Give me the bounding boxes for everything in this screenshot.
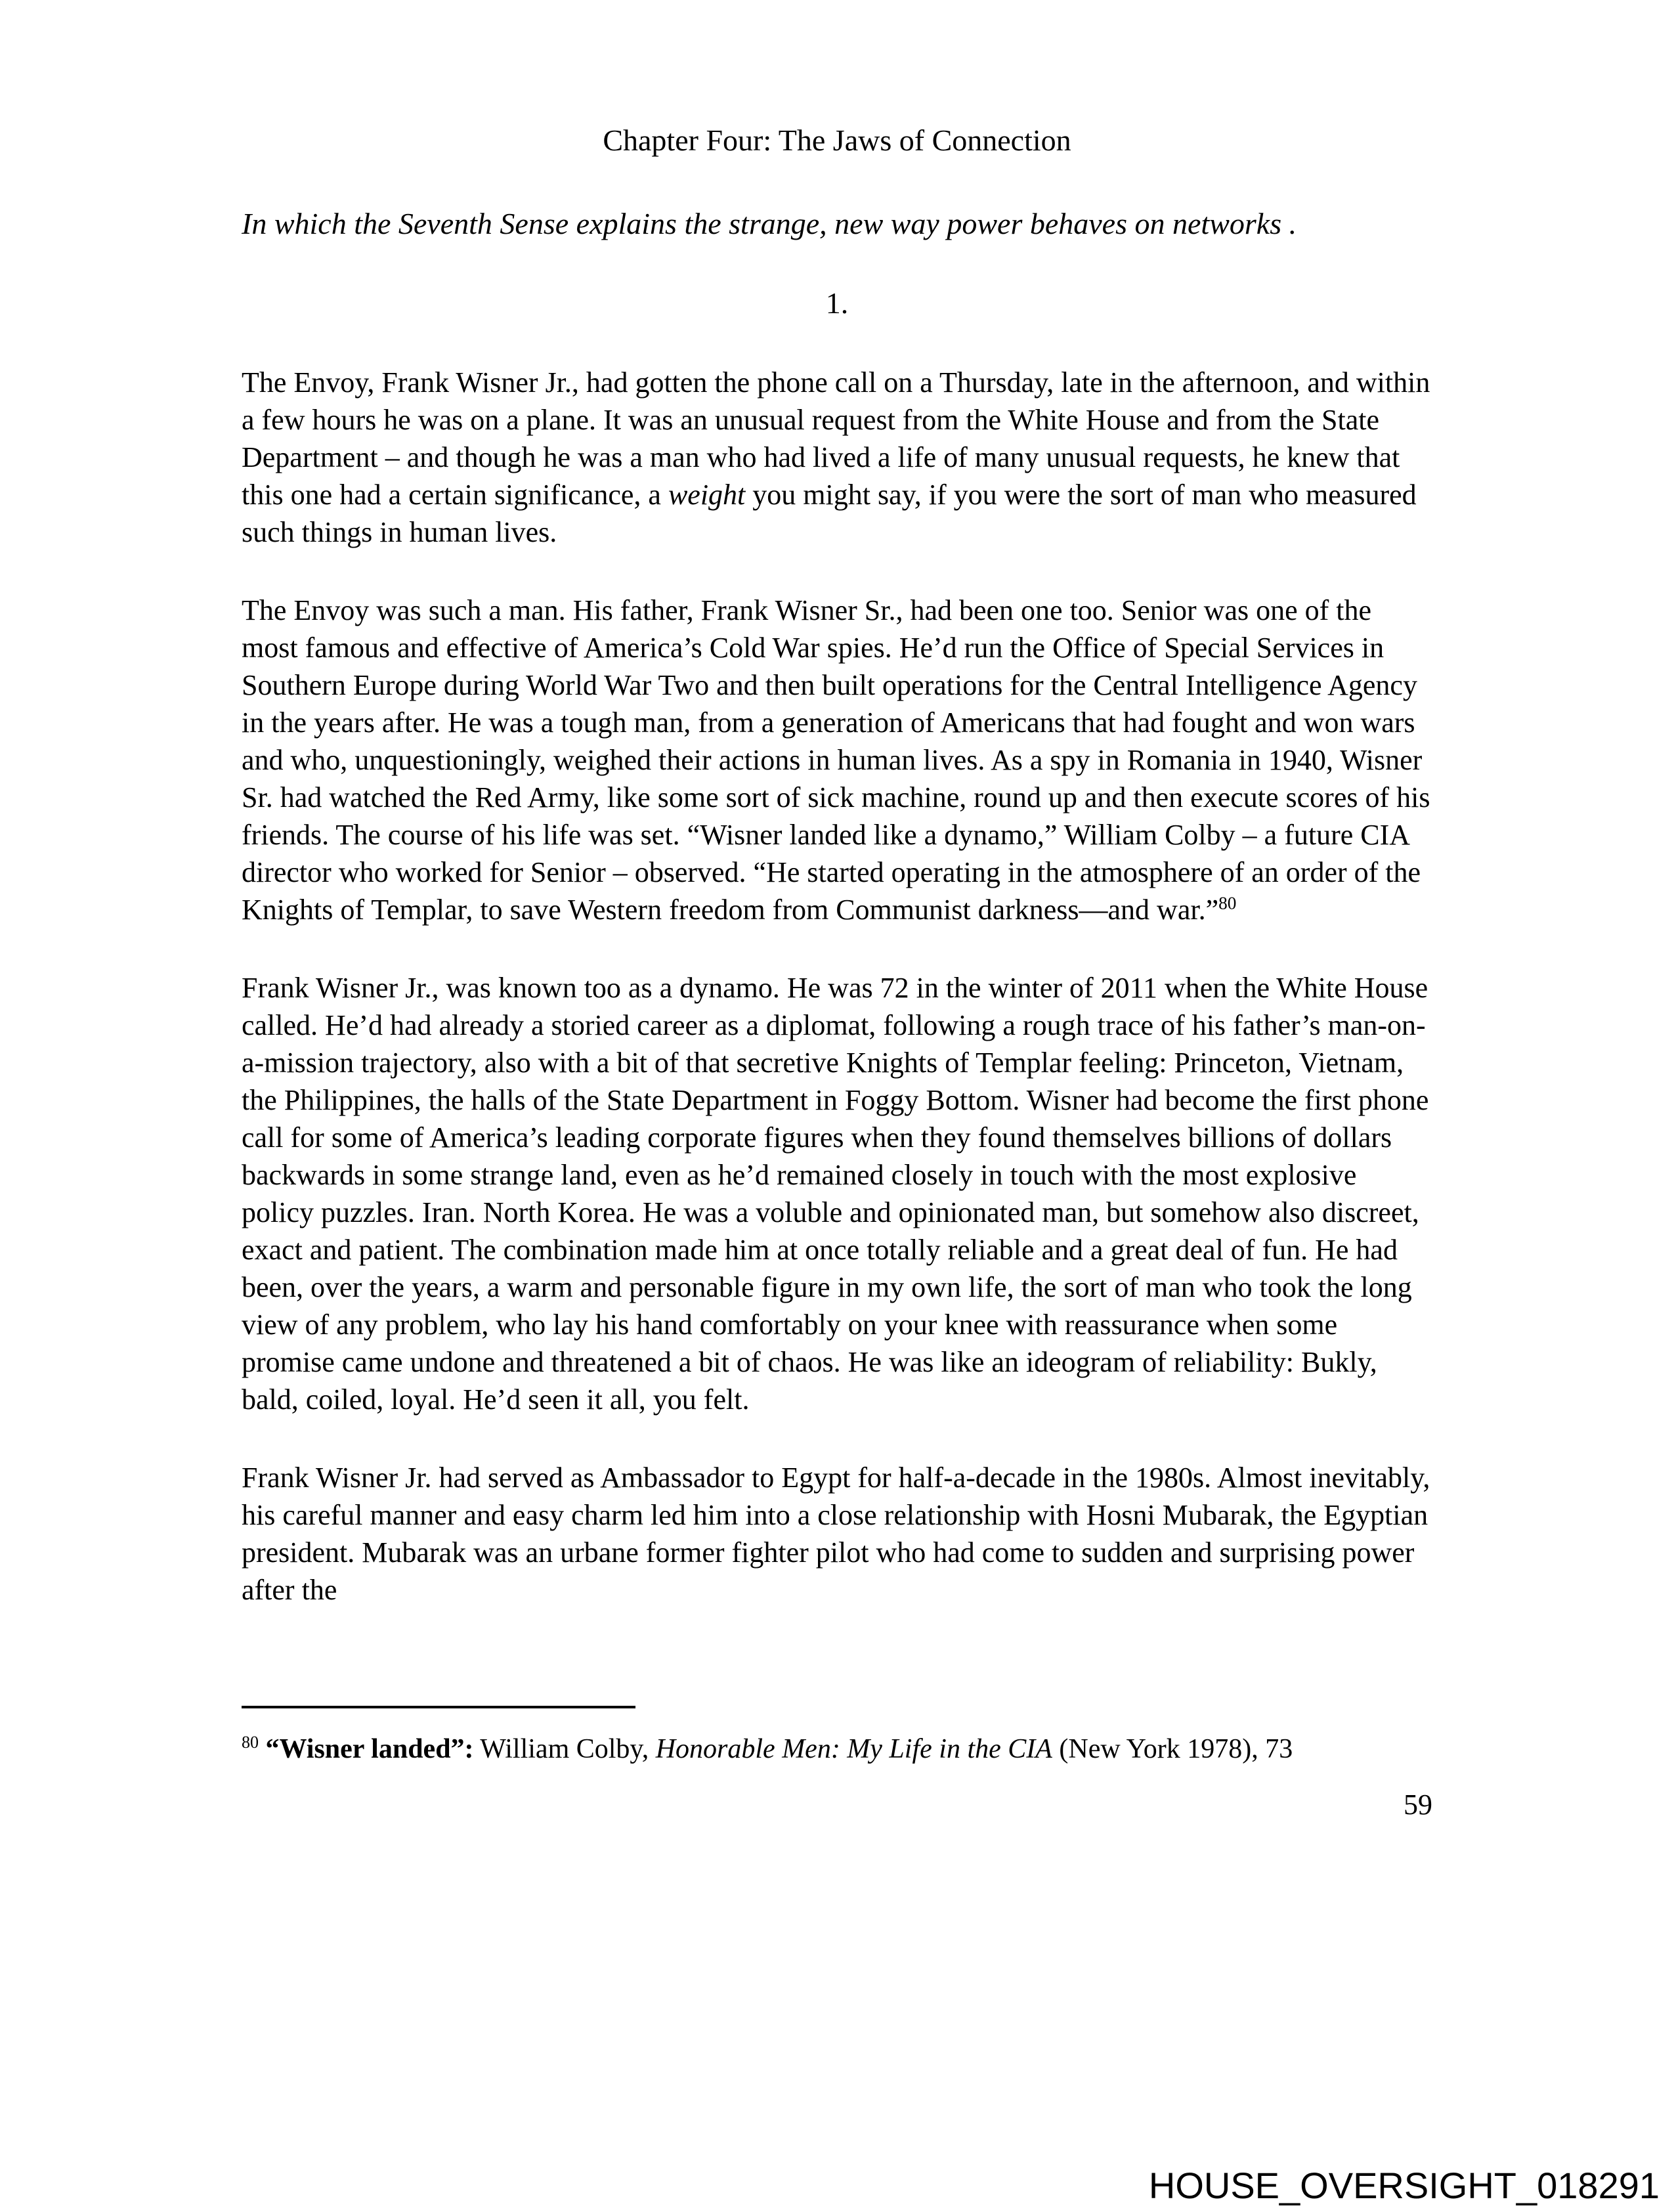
paragraph: The Envoy was such a man. His father, Frank Wisner Sr., had been one too. Senior was one of the most famous and effective of America’s Cold War spies. He’d run the Office of Special Services in Southern Europe during World War Two and then built operations for the Central Intelligence Agency in the years after. He was a tough man, from a generation of Americans that had fought and won wars and who, unquestioningly, weighed their actions in human lives. As a spy in Romania in 1940, Wisner Sr. had watched the Red Army, like some sort of sick machine, round up and then execute scores of his friends. The course of his life was set. “Wisner landed like a dynamo,” William Colby – a future CIA director who worked for Senior – observed. “He started operating in the atmosphere of an order of the Knights of Templar, to save Western freedom from Communist darkness—and war.”$^{80}$ — [242, 594, 1430, 926]
epigraph: In which the Seventh Sense explains the strange, new way power behaves on networks . — [242, 207, 1297, 240]
paragraph: Frank Wisner Jr. had served as Ambassador to Egypt for half-a-decade in the 1980s. Almost inevitably, his careful manner and easy charm led him into a close relationship with Hosni Mubarak, the Egyptian president. Mubarak was an urbane former fighter pilot who had come to sudden and surprising power after the — [242, 1462, 1430, 1606]
page-number: 59 — [1404, 1789, 1432, 1821]
chapter-title: Chapter Four: The Jaws of Connection — [603, 123, 1071, 157]
paragraph: The Envoy, Frank Wisner Jr., had gotten the phone call on a Thursday, late in the afternoon, and within a few hours he was on a plane. It was an unusual request from the White House and from the State Department – and though he was a man who had lived a life of many unusual requests, he knew that this one had a certain significance, a weight you might say, if you were the sort of man who measured such things in human lives. — [242, 366, 1430, 548]
footnote: $^{80}$ “Wisner landed”: William Colby, Honorable Men: My Life in the CIA (New York 1978), 73 — [242, 1733, 1293, 1764]
footnote-separator — [242, 1706, 635, 1708]
bates-stamp: HOUSE_OVERSIGHT_018291 — [1148, 2165, 1660, 2206]
body-text — [242, 364, 1432, 1609]
section-marker: 1. — [825, 286, 849, 320]
paragraph: Frank Wisner Jr., was known too as a dynamo. He was 72 in the winter of 2011 when the White House called. He’d had already a storied career as a diplomat, following a rough trace of his father’s man-on-a-mission trajectory, also with a bit of that secretive Knights of Templar feeling: Princeton, Vietnam, the Philippines, the halls of the State Department in Foggy Bottom. Wisner had become the first phone call for some of America’s leading corporate figures when they found themselves billions of dollars backwards in some strange land, even as he’d remained closely in touch with the most explosive policy puzzles. Iran. North Korea. He was a voluble and opinionated man, but somehow also discreet, exact and patient. The combination made him at once totally reliable and a great deal of fun. He had been, over the years, a warm and personable figure in my own life, the sort of man who took the long view of any problem, who lay his hand comfortably on your knee with reassurance when some promise came undone and threatened a bit of chaos. He was like an ideogram of reliability: Bukly, bald, coiled, loyal. He’d seen it all, you felt. — [242, 972, 1429, 1416]
